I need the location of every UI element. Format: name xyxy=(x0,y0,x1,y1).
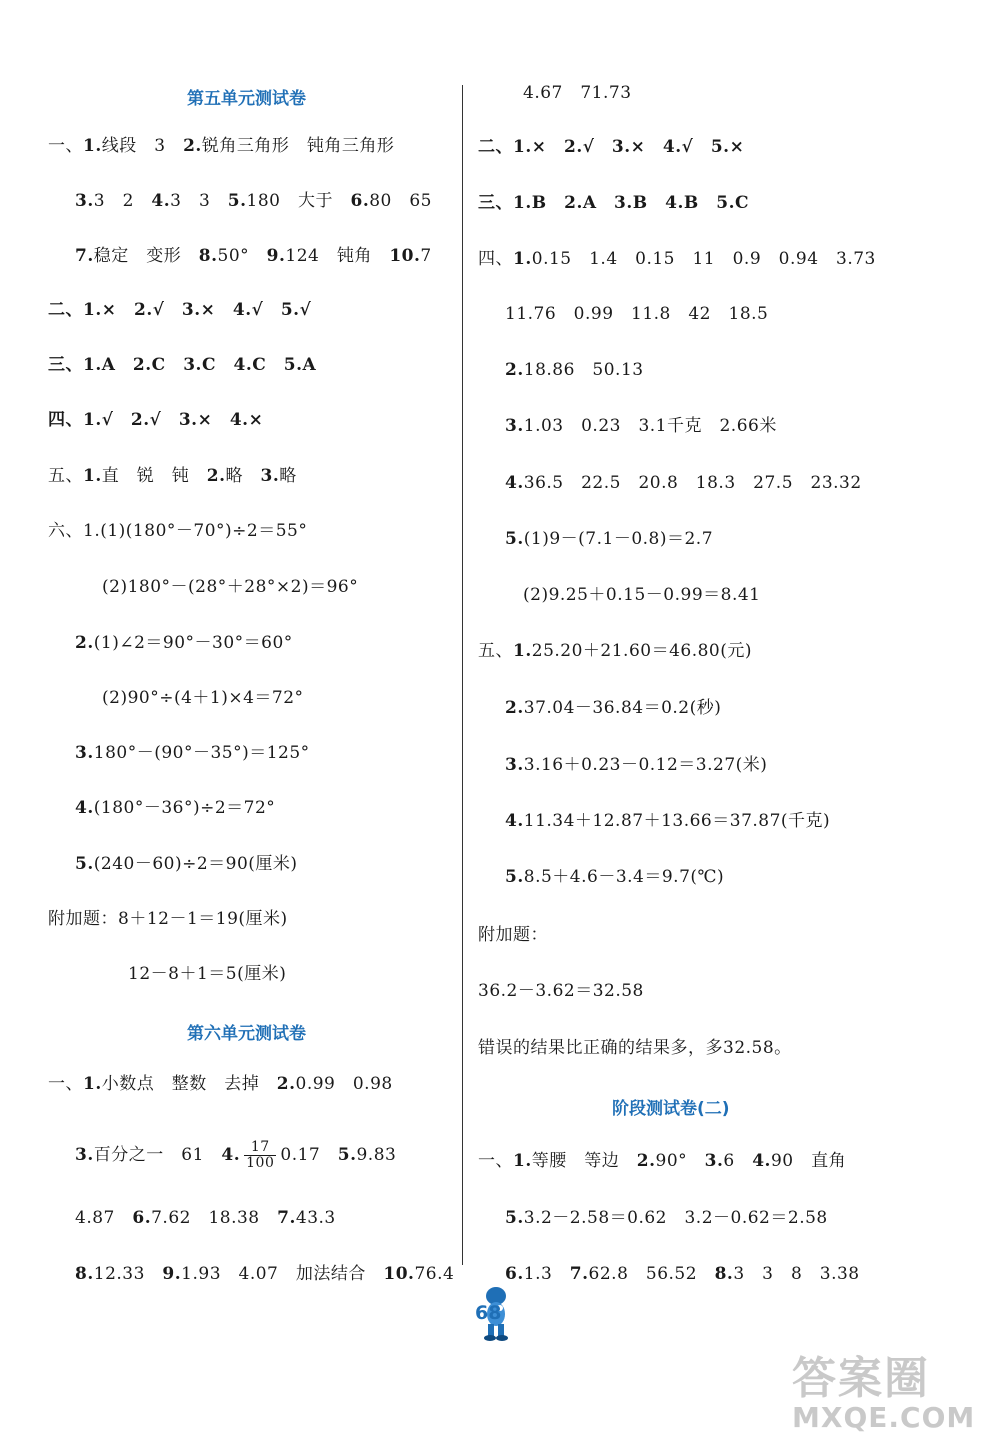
page-number: 68 xyxy=(475,1302,502,1324)
s6-line1: 一、1.小数点 整数 去掉 2.0.99 0.98 xyxy=(48,1074,393,1094)
r-line16: 附加题： xyxy=(478,925,548,945)
r-line19: 一、1.等腰 等边 2.90° 3.6 4.90 直角 xyxy=(478,1151,847,1171)
watermark-logo xyxy=(792,1355,992,1435)
s5-line1: 一、1.线段 3 2.锐角三角形 钝角三角形 xyxy=(48,136,395,156)
s5-line9: (2)180°－(28°＋28°×2)＝96° xyxy=(102,577,359,597)
fraction: $\frac{17}{100}$ xyxy=(246,1139,275,1171)
s5-line3: 7.稳定 变形 8.50° 9.124 钝角 10.7 xyxy=(75,246,432,266)
r-line7: 3.1.03 0.23 3.1千克 2.66米 xyxy=(505,416,777,436)
s5-line5: 三、1.A 2.C 3.C 4.C 5.A xyxy=(48,355,317,375)
r-line18: 错误的结果比正确的结果多，多32.58。 xyxy=(478,1038,792,1058)
s6-line4: 8.12.33 9.1.93 4.07 加法结合 10.76.4 xyxy=(75,1264,455,1284)
s5-line4: 二、1.× 2.√ 3.× 4.√ 5.√ xyxy=(48,300,312,320)
r-line5: 11.76 0.99 11.8 42 18.5 xyxy=(505,304,769,324)
r-line15: 5.8.5＋4.6－3.4＝9.7(℃) xyxy=(505,867,725,887)
s5-line2: 3.3 2 4.3 3 5.180 大于 6.80 65 xyxy=(75,191,432,211)
section5-title: 第五单元测试卷 xyxy=(187,89,306,109)
s5-line13: 4.(180°－36°)÷2＝72° xyxy=(75,798,276,818)
r-line13: 3.3.16＋0.23－0.12＝3.27(米) xyxy=(505,755,768,775)
r-line9: 5.(1)9－(7.1－0.8)＝2.7 xyxy=(505,529,714,549)
r-line6: 2.18.86 50.13 xyxy=(505,360,644,380)
r-line10: (2)9.25＋0.15－0.99＝8.41 xyxy=(523,585,761,605)
s5-line7: 五、1.直 锐 钝 2.略 3.略 xyxy=(48,466,297,486)
r-line4: 四、1.0.15 1.4 0.15 11 0.9 0.94 3.73 xyxy=(478,249,876,269)
r-line2: 二、1.× 2.√ 3.× 4.√ 5.× xyxy=(478,137,745,157)
stage-test-title: 阶段测试卷(二) xyxy=(612,1099,730,1119)
r-line21: 6.1.3 7.62.8 56.52 8.3 3 8 3.38 xyxy=(505,1264,860,1284)
r-line3: 三、1.B 2.A 3.B 4.B 5.C xyxy=(478,193,750,213)
s5-line16: 12－8＋1＝5(厘米) xyxy=(128,964,287,984)
s6-line3: 4.87 6.7.62 18.38 7.43.3 xyxy=(75,1208,336,1228)
r-line12: 2.37.04－36.84＝0.2(秒) xyxy=(505,698,722,718)
s5-line15: 附加题：8＋12－1＝19(厘米) xyxy=(48,909,288,929)
watermark-title: 答案圈 xyxy=(792,1353,930,1404)
s5-line6: 四、1.√ 2.√ 3.× 4.× xyxy=(48,410,264,430)
watermark-url: MXQE.COM xyxy=(792,1401,976,1434)
column-divider xyxy=(462,85,463,1265)
s5-line10: 2.(1)∠2＝90°－30°＝60° xyxy=(75,633,293,653)
s5-line12: 3.180°－(90°－35°)＝125° xyxy=(75,743,310,763)
s5-line8: 六、1.(1)(180°－70°)÷2＝55° xyxy=(48,521,308,541)
r-line8: 4.36.5 22.5 20.8 18.3 27.5 23.32 xyxy=(505,473,862,493)
r-line11: 五、1.25.20＋21.60＝46.80(元) xyxy=(478,641,753,661)
r-line1: 4.67 71.73 xyxy=(523,83,632,103)
s6-line2: 3.百分之一 61 4. $\frac{17}{100}$ 0.17 5.9.83 xyxy=(75,1139,397,1171)
r-line17: 36.2－3.62＝32.58 xyxy=(478,981,644,1001)
section6-title: 第六单元测试卷 xyxy=(187,1024,306,1044)
s5-line14: 5.(240－60)÷2＝90(厘米) xyxy=(75,854,298,874)
r-line20: 5.3.2－2.58＝0.62 3.2－0.62＝2.58 xyxy=(505,1208,828,1228)
s5-line11: (2)90°÷(4＋1)×4＝72° xyxy=(102,688,304,708)
r-line14: 4.11.34＋12.87＋13.66＝37.87(千克) xyxy=(505,811,831,831)
